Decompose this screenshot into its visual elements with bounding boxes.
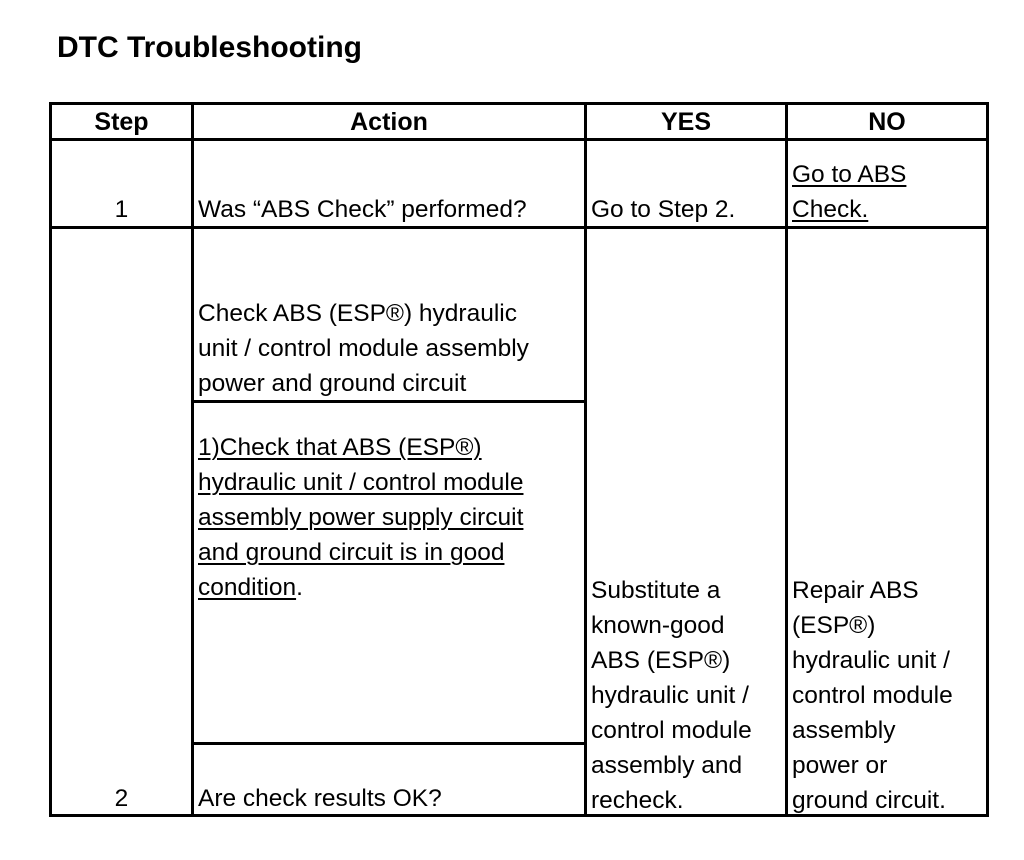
row-2-action-detail (198, 430, 523, 605)
yes-column-divider (785, 105, 788, 814)
row-2-yes-line: hydraulic unit / (591, 682, 749, 709)
row-1-yes: Go to Step 2. (591, 196, 736, 223)
row-2-no-line: (ESP®) (792, 612, 876, 639)
page-title: DTC Troubleshooting (57, 31, 362, 64)
action-detail-divider (192, 742, 585, 745)
row-1-no-line: Check. (792, 196, 869, 223)
row-2-no-line: ground circuit. (792, 787, 946, 814)
row-1-no-line: Go to ABS (792, 161, 907, 188)
step-column-divider (191, 105, 194, 814)
action-title-line: unit / control module assembly (198, 335, 529, 362)
header-step: Step (94, 108, 149, 136)
header-no: NO (868, 108, 906, 136)
row-2-action-title (198, 296, 529, 401)
row-2-action-question: Are check results OK? (198, 785, 442, 812)
row-2-yes (591, 573, 752, 818)
row-2-no (792, 573, 953, 818)
row-2-step: 2 (114, 785, 129, 812)
action-detail-line: condition (198, 574, 297, 601)
row-2-no-line: control module (792, 682, 953, 709)
row-2-yes-line: Substitute a (591, 577, 721, 604)
troubleshooting-table (49, 102, 989, 817)
action-detail-line: hydraulic unit / control module (198, 469, 524, 496)
action-detail-line: assembly power supply circuit (198, 504, 524, 531)
row-2-yes-line: control module (591, 717, 752, 744)
action-detail-last-line (198, 570, 523, 605)
action-column-divider (584, 105, 587, 814)
row-1-no-link[interactable] (792, 157, 906, 227)
row-1-step: 1 (114, 196, 129, 223)
row-2-no-line: power or (792, 752, 888, 779)
action-detail-line: 1)Check that ABS (ESP®) (198, 434, 482, 461)
action-detail-end: . (296, 574, 303, 601)
row-1-action: Was “ABS Check” performed? (198, 196, 527, 223)
row-2-no-line: hydraulic unit / (792, 647, 950, 674)
row-2-yes-line: assembly and (591, 752, 743, 779)
row-2-yes-line: known-good (591, 612, 725, 639)
row-2-no-line: assembly (792, 717, 896, 744)
row-2-yes-line: recheck. (591, 787, 684, 814)
row-2-yes-line: ABS (ESP®) (591, 647, 731, 674)
header-action: Action (350, 108, 428, 136)
action-detail-line: and ground circuit is in good (198, 539, 505, 566)
action-title-line: power and ground circuit (198, 370, 467, 397)
action-title-line: Check ABS (ESP®) hydraulic (198, 300, 517, 327)
header-yes: YES (660, 108, 712, 136)
row-2-no-line: Repair ABS (792, 577, 919, 604)
